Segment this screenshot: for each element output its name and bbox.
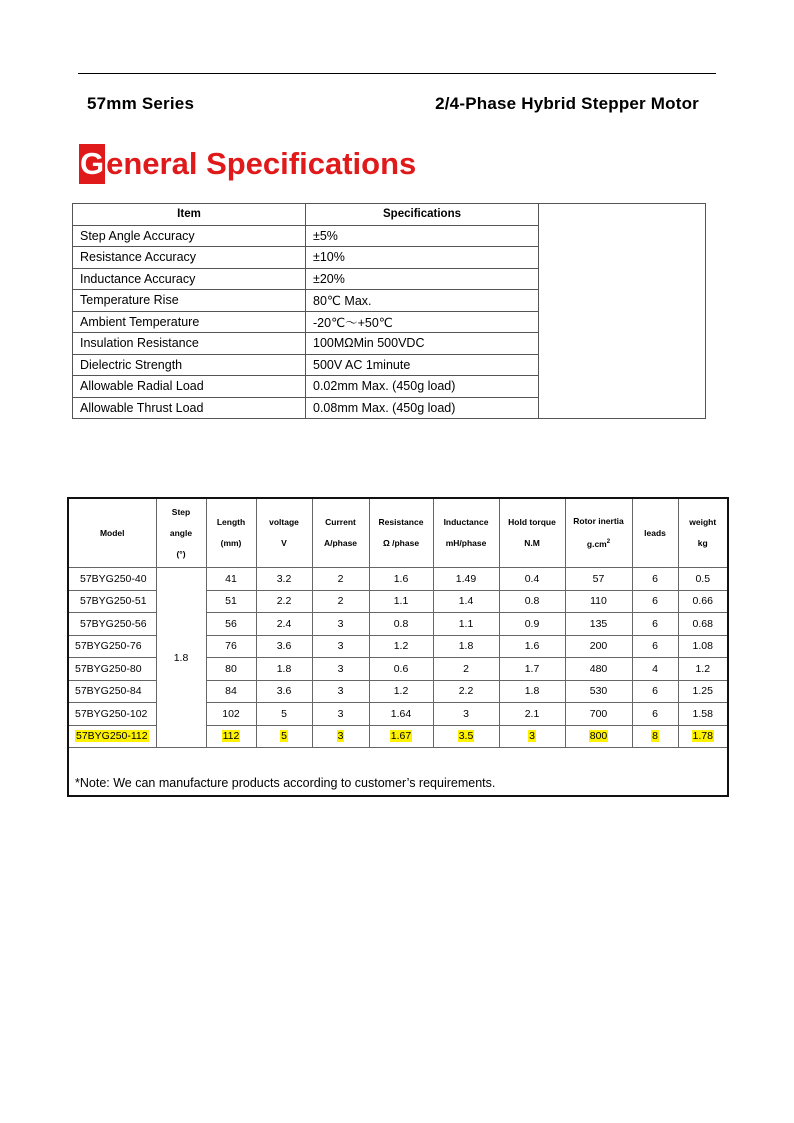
- length-cell: 41: [206, 568, 256, 591]
- highlight: 57BYG250-112: [76, 730, 148, 743]
- hold-torque-cell: 0.4: [499, 568, 565, 591]
- voltage-cell: 1.8: [256, 658, 312, 681]
- inductance-cell: 2.2: [433, 680, 499, 703]
- spec-item: Ambient Temperature: [73, 311, 306, 333]
- weight-cell: [678, 725, 728, 748]
- leads-cell: 6: [632, 568, 678, 591]
- top-rule: [78, 73, 716, 74]
- weight-cell: 1.2: [678, 658, 728, 681]
- inductance-cell: 1.4: [433, 590, 499, 613]
- spec-item: Resistance Accuracy: [73, 247, 306, 269]
- resistance-cell: 1.1: [369, 590, 433, 613]
- hold-torque-cell: 0.8: [499, 590, 565, 613]
- spec-item: Dielectric Strength: [73, 354, 306, 376]
- model-cell: [68, 725, 156, 748]
- spec-header-specifications: Specifications: [306, 204, 539, 226]
- voltage-cell: 3.6: [256, 635, 312, 658]
- hold-torque-cell: [499, 725, 565, 748]
- current-cell: 3: [312, 703, 369, 726]
- series-heading: 57mm Series: [87, 94, 195, 113]
- length-cell: 102: [206, 703, 256, 726]
- step-angle-cell: 1.8: [156, 568, 206, 748]
- length-cell: [206, 725, 256, 748]
- leads-cell: 6: [632, 613, 678, 636]
- inductance-cell: [433, 725, 499, 748]
- model-cell: 57BYG250-84: [68, 680, 156, 703]
- hold-torque-cell: 1.8: [499, 680, 565, 703]
- current-cell: 2: [312, 568, 369, 591]
- header-current: Current A/phase: [312, 498, 369, 568]
- voltage-cell: 3.6: [256, 680, 312, 703]
- length-cell: 80: [206, 658, 256, 681]
- model-cell: 57BYG250-51: [68, 590, 156, 613]
- spec-value: 0.02mm Max. (450g load): [306, 376, 539, 398]
- header-rotor-inertia: Rotor inertia $g.cm^2$: [565, 498, 632, 568]
- leads-cell: [632, 725, 678, 748]
- weight-cell: 1.58: [678, 703, 728, 726]
- spec-value: 80℃ Max.: [306, 290, 539, 312]
- rotor-inertia-cell: 700: [565, 703, 632, 726]
- current-cell: 3: [312, 680, 369, 703]
- hold-torque-cell: 0.9: [499, 613, 565, 636]
- spec-item: Inductance Accuracy: [73, 268, 306, 290]
- weight-cell: 0.66: [678, 590, 728, 613]
- current-cell: 3: [312, 635, 369, 658]
- resistance-cell: [369, 725, 433, 748]
- inductance-cell: 1.49: [433, 568, 499, 591]
- hold-torque-cell: 2.1: [499, 703, 565, 726]
- leads-cell: 6: [632, 635, 678, 658]
- header-inductance: Inductance mH/phase: [433, 498, 499, 568]
- header-step-angle: Step angle (°): [156, 498, 206, 568]
- rotor-inertia-cell: 480: [565, 658, 632, 681]
- voltage-cell: 2.4: [256, 613, 312, 636]
- spec-item: Insulation Resistance: [73, 333, 306, 355]
- resistance-cell: 1.2: [369, 635, 433, 658]
- inductance-cell: 3: [433, 703, 499, 726]
- resistance-cell: 0.6: [369, 658, 433, 681]
- rotor-inertia-cell: 57: [565, 568, 632, 591]
- highlight: 1.67: [390, 730, 412, 743]
- title-first-letter: G: [79, 144, 105, 184]
- highlight: 3.5: [458, 730, 474, 743]
- model-header-row: [68, 498, 728, 568]
- leads-cell: 6: [632, 680, 678, 703]
- highlight: 3: [529, 730, 535, 743]
- rotor-inertia-cell: 135: [565, 613, 632, 636]
- spec-item: Allowable Radial Load: [73, 376, 306, 398]
- length-cell: 56: [206, 613, 256, 636]
- inductance-cell: 1.8: [433, 635, 499, 658]
- inductance-cell: 2: [433, 658, 499, 681]
- voltage-cell: 3.2: [256, 568, 312, 591]
- spec-value: 500V AC 1minute: [306, 354, 539, 376]
- length-cell: 76: [206, 635, 256, 658]
- voltage-cell: 5: [256, 703, 312, 726]
- resistance-cell: 1.6: [369, 568, 433, 591]
- model-cell: 57BYG250-80: [68, 658, 156, 681]
- weight-cell: 0.68: [678, 613, 728, 636]
- note-row: [68, 748, 728, 797]
- length-cell: 51: [206, 590, 256, 613]
- weight-cell: 1.08: [678, 635, 728, 658]
- current-cell: [312, 725, 369, 748]
- voltage-cell: [256, 725, 312, 748]
- note-text: *Note: We can manufacture products according to customer’s requirements.: [68, 748, 728, 797]
- model-cell: 57BYG250-76: [68, 635, 156, 658]
- rotor-inertia-cell: 110: [565, 590, 632, 613]
- resistance-cell: 1.2: [369, 680, 433, 703]
- header-voltage: voltage V: [256, 498, 312, 568]
- highlight: 1.78: [692, 730, 713, 743]
- spec-value: ±5%: [306, 225, 539, 247]
- leads-cell: 6: [632, 590, 678, 613]
- spec-value: ±10%: [306, 247, 539, 269]
- highlight: 112: [222, 730, 240, 743]
- model-cell: 57BYG250-102: [68, 703, 156, 726]
- current-cell: 3: [312, 613, 369, 636]
- highlight: 800: [589, 730, 608, 743]
- model-row: [68, 568, 728, 591]
- model-cell: 57BYG250-40: [68, 568, 156, 591]
- header-resistance: Resistance Ω /phase: [369, 498, 433, 568]
- voltage-cell: 2.2: [256, 590, 312, 613]
- leads-cell: 6: [632, 703, 678, 726]
- hold-torque-cell: 1.7: [499, 658, 565, 681]
- spec-header-row: [73, 204, 706, 226]
- current-cell: 3: [312, 658, 369, 681]
- spec-empty-column: [539, 204, 706, 419]
- length-cell: 84: [206, 680, 256, 703]
- rotor-inertia-cell: 530: [565, 680, 632, 703]
- current-cell: 2: [312, 590, 369, 613]
- title-rest: eneral Specifications: [106, 146, 417, 181]
- spec-item: Step Angle Accuracy: [73, 225, 306, 247]
- hold-torque-cell: 1.6: [499, 635, 565, 658]
- product-heading: 2/4-Phase Hybrid Stepper Motor: [435, 94, 699, 113]
- model-table: [67, 497, 729, 797]
- rotor-inertia-cell: 200: [565, 635, 632, 658]
- highlight: 5: [281, 730, 287, 743]
- inductance-cell: 1.1: [433, 613, 499, 636]
- leads-cell: 4: [632, 658, 678, 681]
- resistance-cell: 1.64: [369, 703, 433, 726]
- weight-cell: 1.25: [678, 680, 728, 703]
- header-model: Model: [68, 498, 156, 568]
- spec-value: 0.08mm Max. (450g load): [306, 397, 539, 419]
- spec-value: ±20%: [306, 268, 539, 290]
- header-length: Length (mm): [206, 498, 256, 568]
- header-weight: weight kg: [678, 498, 728, 568]
- resistance-cell: 0.8: [369, 613, 433, 636]
- rotor-inertia-cell: [565, 725, 632, 748]
- header-hold-torque: Hold torque N.M: [499, 498, 565, 568]
- weight-cell: 0.5: [678, 568, 728, 591]
- spec-value: 100MΩMin 500VDC: [306, 333, 539, 355]
- spec-item: Allowable Thrust Load: [73, 397, 306, 419]
- spec-value: -20℃～+50℃: [306, 311, 539, 333]
- page-title: [79, 144, 416, 184]
- header-leads: leads: [632, 498, 678, 568]
- spec-header-item: Item: [73, 204, 306, 226]
- model-cell: 57BYG250-56: [68, 613, 156, 636]
- general-spec-table: [72, 203, 706, 419]
- highlight: 8: [652, 730, 658, 743]
- highlight: 3: [337, 730, 344, 743]
- spec-item: Temperature Rise: [73, 290, 306, 312]
